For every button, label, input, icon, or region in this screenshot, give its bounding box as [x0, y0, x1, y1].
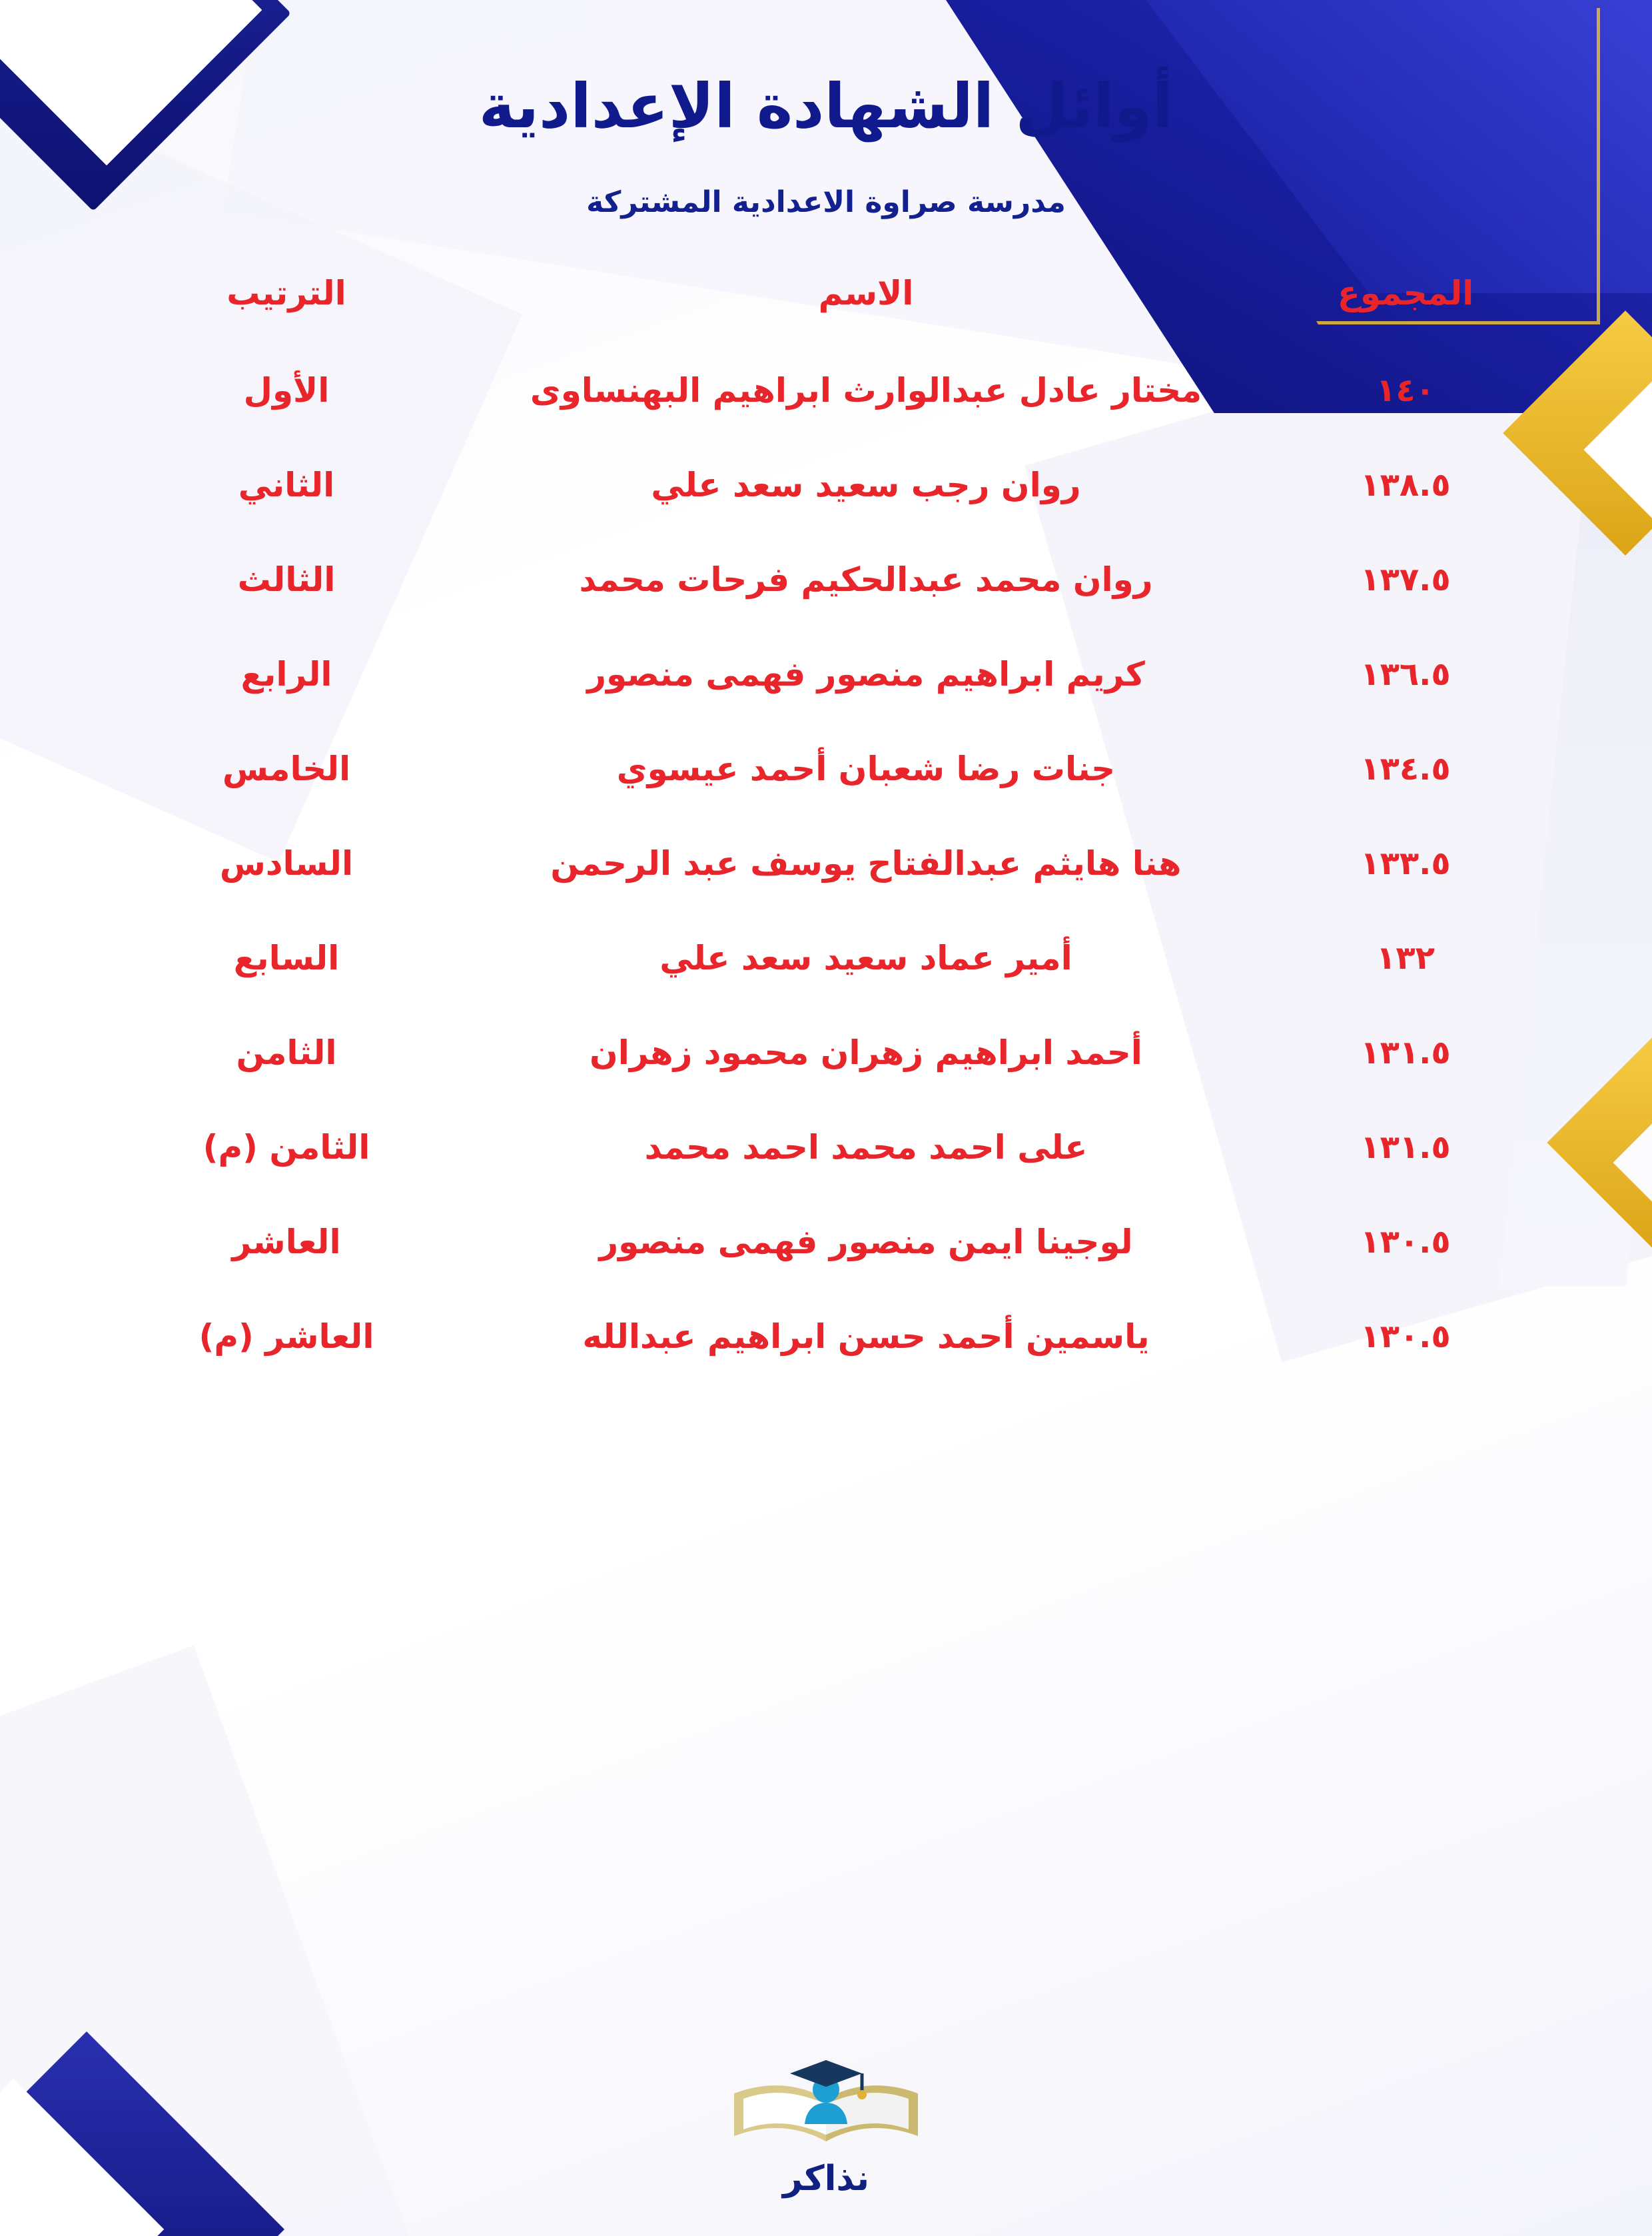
cell-name: ياسمين أحمد حسن ابراهيم عبدالله — [582, 1317, 1150, 1357]
footer — [0, 2041, 1652, 2199]
cell-name: مختار عادل عبدالوارث ابراهيم البهنساوى — [530, 371, 1202, 410]
cell-name: جنات رضا شعبان أحمد عيسوي — [616, 750, 1116, 789]
cell-total: ١٣٤.٥ — [1360, 750, 1451, 788]
table-header — [100, 262, 1552, 343]
cell-total: ١٣٧.٥ — [1360, 561, 1451, 599]
table-row — [100, 1289, 1552, 1384]
cell-total: ١٣١.٥ — [1360, 1034, 1451, 1072]
cell-rank: العاشر — [232, 1223, 341, 1262]
cell-name: لوجينا ايمن منصور فهمى منصور — [599, 1223, 1133, 1262]
cell-name: أحمد ابراهيم زهران محمود زهران — [590, 1033, 1142, 1073]
brand-logo — [716, 2041, 936, 2199]
cell-rank: الرابع — [240, 655, 332, 694]
table-row — [100, 1100, 1552, 1195]
table-row — [100, 911, 1552, 1005]
cell-total: ١٣٦.٥ — [1360, 656, 1451, 694]
column-header-total: المجموع — [1337, 274, 1474, 313]
brand-name: نذاكر — [783, 2159, 869, 2199]
cell-rank: السابع — [233, 939, 340, 978]
table-row — [100, 343, 1552, 438]
page-title-highlight: أوائل — [1015, 70, 1174, 142]
page-title-rest: الشهادة الإعدادية — [478, 70, 995, 142]
table-body — [100, 343, 1552, 1384]
cell-rank: الثاني — [238, 466, 335, 505]
cell-total: ١٣٠.٥ — [1360, 1318, 1451, 1356]
table-header-row — [100, 262, 1552, 343]
cell-rank: الثالث — [237, 560, 336, 600]
cell-total: ١٤٠ — [1376, 372, 1435, 410]
poster-content — [0, 41, 1652, 1385]
cell-rank: الأول — [243, 371, 330, 410]
cell-rank: الثامن — [236, 1033, 337, 1073]
table-row — [100, 1005, 1552, 1100]
table-row — [100, 722, 1552, 816]
cell-rank: الخامس — [222, 750, 351, 789]
table-row — [100, 1195, 1552, 1289]
cell-rank: الثامن (م) — [203, 1128, 370, 1167]
cell-total: ١٣١.٥ — [1360, 1129, 1451, 1167]
cell-total: ١٣٢ — [1376, 939, 1435, 977]
cell-name: روان رجب سعيد سعد علي — [651, 466, 1081, 505]
column-header-name: الاسم — [818, 274, 914, 313]
cell-total: ١٣٣.٥ — [1360, 845, 1451, 883]
table-row — [100, 532, 1552, 627]
cell-name: على احمد محمد احمد محمد — [644, 1128, 1088, 1167]
cell-name: أمير عماد سعيد سعد علي — [659, 939, 1072, 978]
table-row — [100, 438, 1552, 532]
cell-rank: العاشر (م) — [199, 1317, 374, 1357]
cell-rank: السادس — [219, 844, 354, 883]
table-row — [100, 816, 1552, 911]
column-header-rank: الترتيب — [226, 274, 346, 313]
cell-total: ١٣٠.٥ — [1360, 1223, 1451, 1261]
cell-name: كريم ابراهيم منصور فهمى منصور — [587, 655, 1145, 694]
book-graduate-icon — [726, 2041, 926, 2155]
table-row — [100, 627, 1552, 722]
cell-total: ١٣٨.٥ — [1360, 466, 1451, 504]
cell-name: روان محمد عبدالحكيم فرحات محمد — [579, 560, 1153, 600]
cell-name: هنا هايثم عبدالفتاح يوسف عبد الرحمن — [550, 844, 1182, 883]
page-title — [0, 41, 1652, 145]
ranking-table — [100, 262, 1552, 1384]
school-name: مدرسة صراوة الاعدادية المشتركة — [586, 185, 1066, 220]
